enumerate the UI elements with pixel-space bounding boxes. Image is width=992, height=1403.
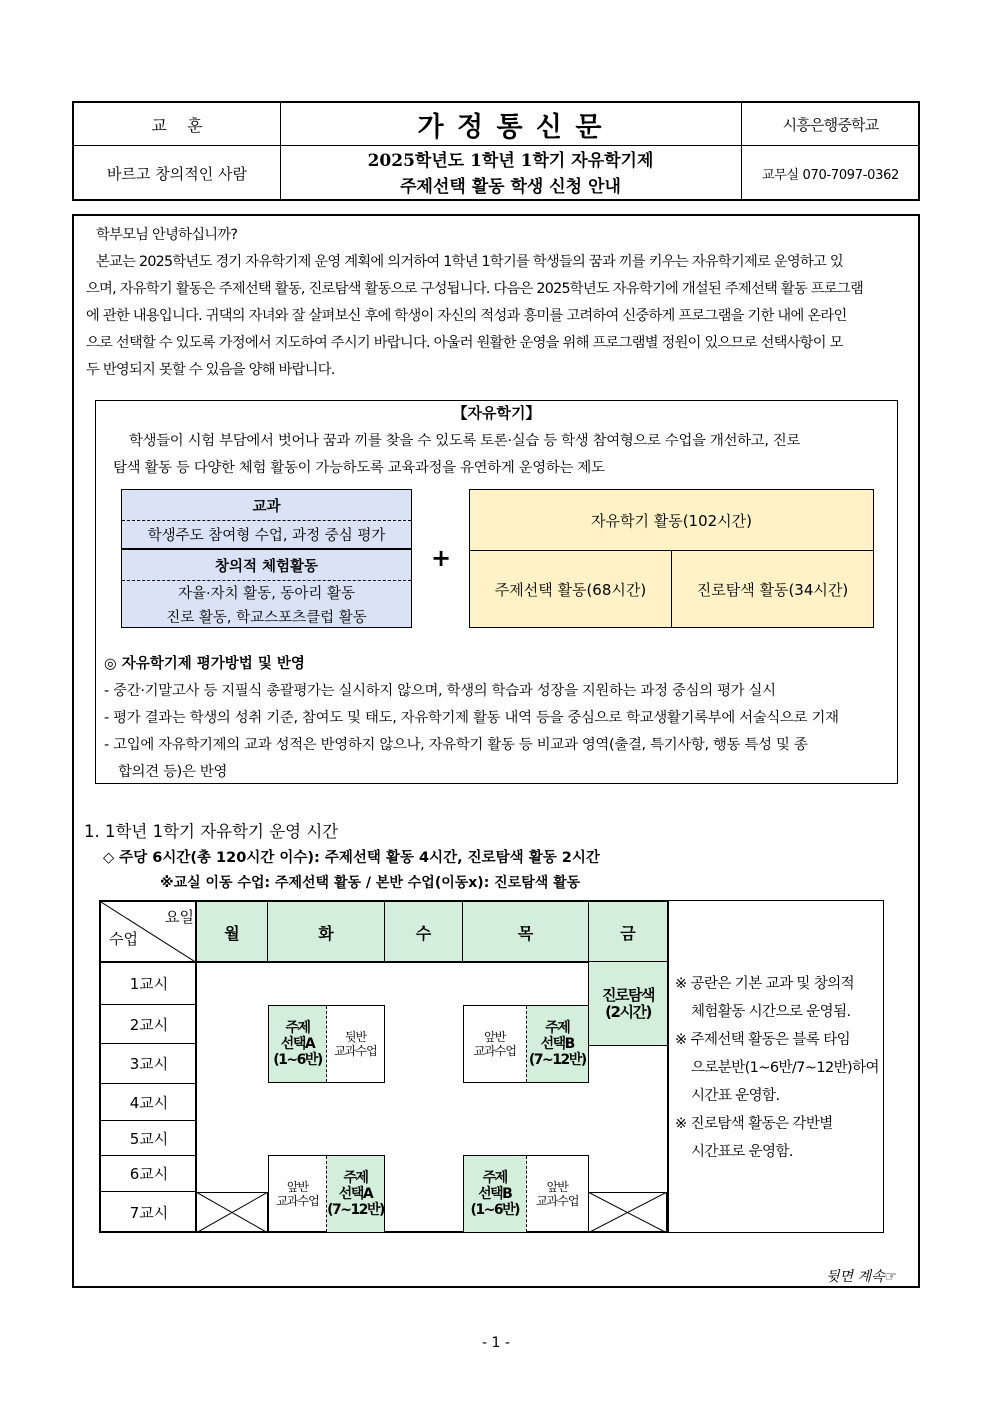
timetable-notes <box>669 900 884 1233</box>
note-line-6: ※ 진로탐색 활동은 각반별 <box>675 1116 833 1132</box>
evaluation-item-2: - 평가 결과는 학생의 성취 기준, 참여도 및 태도, 자유학기제 활동 내역 등을 중심으로 학교생활기록부에 서술식으로 기재 <box>104 710 839 726</box>
subject-title: 교과 <box>252 498 281 515</box>
career-exploration-block <box>588 962 667 1046</box>
intro-line-5: 두 반영되지 못할 수 있음을 양해 바랍니다. <box>86 362 335 378</box>
period-5: 5교시 <box>129 1129 169 1148</box>
day-tue: 화 <box>318 924 334 943</box>
section-1-note: ※교실 이동 수업: 주제선택 활동 / 본반 수업(이동x): 진로탐색 활동 <box>160 875 581 891</box>
note-line-2: 체험활동 시간으로 운영됨. <box>691 1004 851 1020</box>
section-1-heading: 1. 1학년 1학기 자유학기 운영 시간 <box>84 822 339 841</box>
topic-activity-hours: 주제선택 활동(68시간) <box>494 580 647 599</box>
thu-pm-topic-select: 주제 선택B (1~6반) <box>464 1156 526 1232</box>
free-semester-desc-1: 학생들이 시험 부담에서 벗어나 꿈과 끼를 찾을 수 있도록 토론·실습 등 학생 참여형으로 수업을 개선하고, 진로 <box>129 433 801 449</box>
career-block-line-2: (2시간) <box>605 1002 651 1021</box>
subtitle-line-1: 2025학년도 1학년 1학기 자유학기제 <box>367 150 654 171</box>
note-line-7: 시간표로 운영함. <box>691 1144 793 1160</box>
free-semester-title: 【자유학기】 <box>452 404 541 422</box>
continue-note: 뒷면 계속☞ <box>826 1269 898 1285</box>
subtitle-line-2: 주제선택 활동 학생 신청 안내 <box>400 176 621 197</box>
tue-pm-topic-select: 주제 선택A (7~12반) <box>327 1156 384 1232</box>
thu-pm-general-class: 앞반 교과수업 <box>536 1180 579 1208</box>
free-semester-box <box>95 400 898 784</box>
creative-line-2: 진로 활동, 학교스포츠클럽 활동 <box>166 609 367 626</box>
section-1-bullet: ◇ 주당 6시간(총 120시간 이수): 주제선택 활동 4시간, 진로탐색 활동 2시간 <box>103 850 600 866</box>
evaluation-item-3: - 고입에 자유학기제의 교과 성적은 반영하지 않으나, 자유학기 활동 등 비교과 영역(출결, 특기사항, 행동 특성 및 종 <box>104 737 808 753</box>
period-7: 7교시 <box>129 1204 169 1222</box>
intro-paragraph <box>86 222 916 384</box>
period-4: 4교시 <box>129 1093 169 1112</box>
office-contact: 교무실 070-7097-0362 <box>761 168 900 183</box>
evaluation-title: ◎ 자유학기제 평가방법 및 반영 <box>104 656 305 672</box>
school-name: 시흥은행중학교 <box>782 115 879 134</box>
tue-am-block <box>268 1005 385 1083</box>
note-line-3: ※ 주제선택 활동은 블록 타임 <box>675 1032 851 1048</box>
thu-am-general-class: 앞반 교과수업 <box>473 1030 516 1058</box>
motto-label: 교 훈 <box>151 115 203 135</box>
period-2: 2교시 <box>129 1015 169 1034</box>
free-activity-box <box>469 489 874 628</box>
career-block-line-1: 진로탐색 <box>602 985 654 1004</box>
creative-activity-box <box>121 549 412 628</box>
free-semester-desc-2: 탐색 활동 등 다양한 체험 활동이 가능하도록 교육과정을 유연하게 운영하는 제도 <box>113 460 605 476</box>
corner-class-label: 수업 <box>109 930 138 948</box>
period-6: 6교시 <box>129 1165 169 1183</box>
day-thu: 목 <box>517 924 534 943</box>
day-wed: 수 <box>415 924 432 943</box>
mon-7-none-icon <box>196 1192 268 1233</box>
letter-header <box>72 101 920 201</box>
thu-am-topic-select: 주제 선택B (7~12반) <box>527 1006 589 1082</box>
document-subtitle <box>280 146 741 201</box>
tue-am-general-class: 뒷반 교과수업 <box>334 1030 377 1058</box>
subject-desc: 학생주도 참여형 수업, 과정 중심 평가 <box>147 528 386 544</box>
intro-line-4: 으로 선택할 수 있도록 가정에서 지도하여 주시기 바랍니다. 아울러 원활한 운영을 위해 프로그램별 정원이 있으므로 선택사항이 모 <box>86 335 843 351</box>
corner-day-label: 요일 <box>165 908 194 926</box>
subject-box <box>121 489 412 549</box>
day-fri: 금 <box>620 924 636 943</box>
intro-line-2: 으며, 자유학기 활동은 주제선택 활동, 진로탐색 활동으로 구성됩니다. 다음은 2025학년도 자유학기에 개설된 주제선택 활동 프로그램 <box>86 281 864 297</box>
day-mon: 월 <box>224 924 240 943</box>
evaluation-item-1: - 중간·기말고사 등 지필식 총괄평가는 실시하지 않으며, 학생의 학습과 성장을 지원하는 과정 중심의 평가 실시 <box>104 683 776 699</box>
note-line-5: 시간표 운영함. <box>691 1088 780 1104</box>
intro-line-1: 본교는 2025학년도 경기 자유학기제 운영 계획에 의거하여 1학년 1학기를 학생들의 꿈과 끼를 키우는 자유학기제로 운영하고 있 <box>96 254 843 270</box>
tue-pm-block <box>268 1155 385 1233</box>
fri-7-none-icon <box>588 1192 667 1233</box>
intro-line-3: 에 관한 내용입니다. 귀댁의 자녀와 잘 살펴보신 후에 학생이 자신의 적성과 흥미를 고려하여 신중하게 프로그램을 기한 내에 온라인 <box>86 308 847 324</box>
tue-pm-general-class: 앞반 교과수업 <box>276 1180 319 1208</box>
school-motto: 바르고 창의적인 사람 <box>107 165 247 183</box>
plus-sign: + <box>430 544 452 572</box>
thu-am-block <box>463 1005 589 1083</box>
period-3: 3교시 <box>129 1055 169 1073</box>
creative-title: 창의적 체험활동 <box>214 558 319 575</box>
timetable <box>99 900 669 1233</box>
creative-line-1: 자율·자치 활동, 동아리 활동 <box>177 585 356 602</box>
page-number: - 1 - <box>482 1335 510 1351</box>
greeting: 학부모님 안녕하십니까? <box>96 227 238 243</box>
free-activity-title: 자유학기 활동(102시간) <box>590 511 753 530</box>
document-title: 가 정 통 신 문 <box>417 111 604 143</box>
thu-pm-block <box>463 1155 589 1233</box>
note-line-4: 으로분반(1~6반/7~12반)하여 <box>691 1060 879 1076</box>
evaluation-item-3-cont: 합의견 등)은 반영 <box>118 764 228 780</box>
period-1: 1교시 <box>129 975 169 993</box>
note-line-1: ※ 공란은 기본 교과 및 창의적 <box>675 976 855 992</box>
tue-am-topic-select: 주제 선택A (1~6반) <box>269 1006 326 1082</box>
career-activity-hours: 진로탐색 활동(34시간) <box>696 580 849 599</box>
